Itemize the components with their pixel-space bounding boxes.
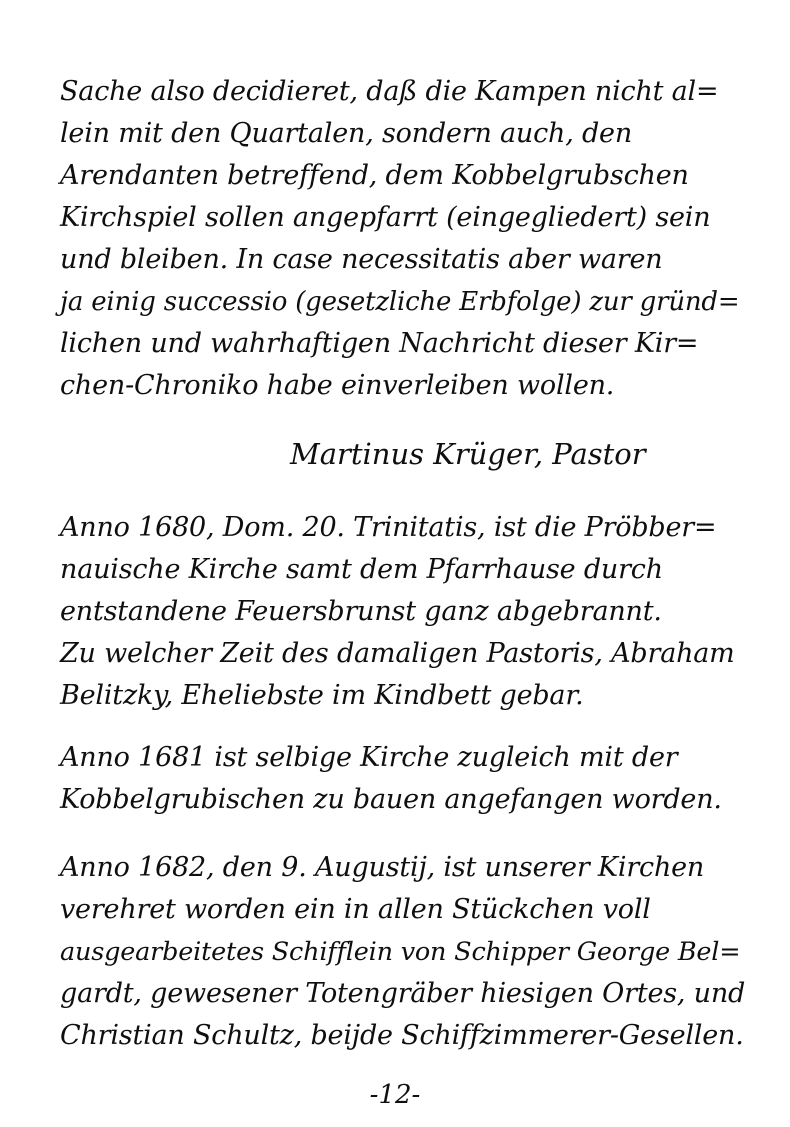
text-line: Kobbelgrubischen zu bauen angefangen worden. [60, 784, 722, 815]
text-line: lein mit den Quartalen, sondern auch, den [60, 118, 633, 149]
text-line: Anno 1680, Dom. 20. Trinitatis, ist die Pröbber= [60, 512, 717, 543]
page-number: -12- [369, 1080, 421, 1110]
signature: Martinus Krüger, Pastor [290, 437, 646, 471]
text-line: Belitzky, Eheliebste im Kindbett gebar. [60, 680, 584, 711]
text-line: chen-Chroniko habe einverleiben wollen. [60, 370, 615, 401]
text-line: Kirchspiel sollen angepfarrt (eingegliedert) sein [60, 202, 711, 233]
text-line: gardt, gewesener Totengräber hiesigen Ortes, und [60, 978, 746, 1009]
text-line: nauische Kirche samt dem Pfarrhause durch [60, 554, 663, 585]
text-line: Arendanten betreffend, dem Kobbelgrubschen [60, 160, 689, 191]
text-line: Zu welcher Zeit des damaligen Pastoris, Abraham [60, 638, 735, 669]
text-line: ausgearbeitetes Schifflein von Schipper George Bel= [60, 937, 741, 967]
text-line: ja einig successio (gesetzliche Erbfolge) zur gründ= [60, 287, 740, 317]
text-line: verehret worden ein in allen Stückchen voll [60, 894, 651, 925]
text-line: Anno 1681 ist selbige Kirche zugleich mit der [60, 742, 678, 773]
text-line: und bleiben. In case necessitatis aber waren [60, 244, 663, 275]
text-line: Anno 1682, den 9. Augustij, ist unserer Kirchen [60, 852, 705, 883]
text-line: entstandene Feuersbrunst ganz abgebrannt. [60, 596, 662, 627]
text-line: lichen und wahrhaftigen Nachricht dieser Kir= [60, 328, 699, 359]
text-line: Christian Schultz, beijde Schiffzimmerer-Gesellen. [60, 1020, 744, 1051]
text-line: Sache also decidieret, daß die Kampen nicht al= [60, 76, 719, 107]
